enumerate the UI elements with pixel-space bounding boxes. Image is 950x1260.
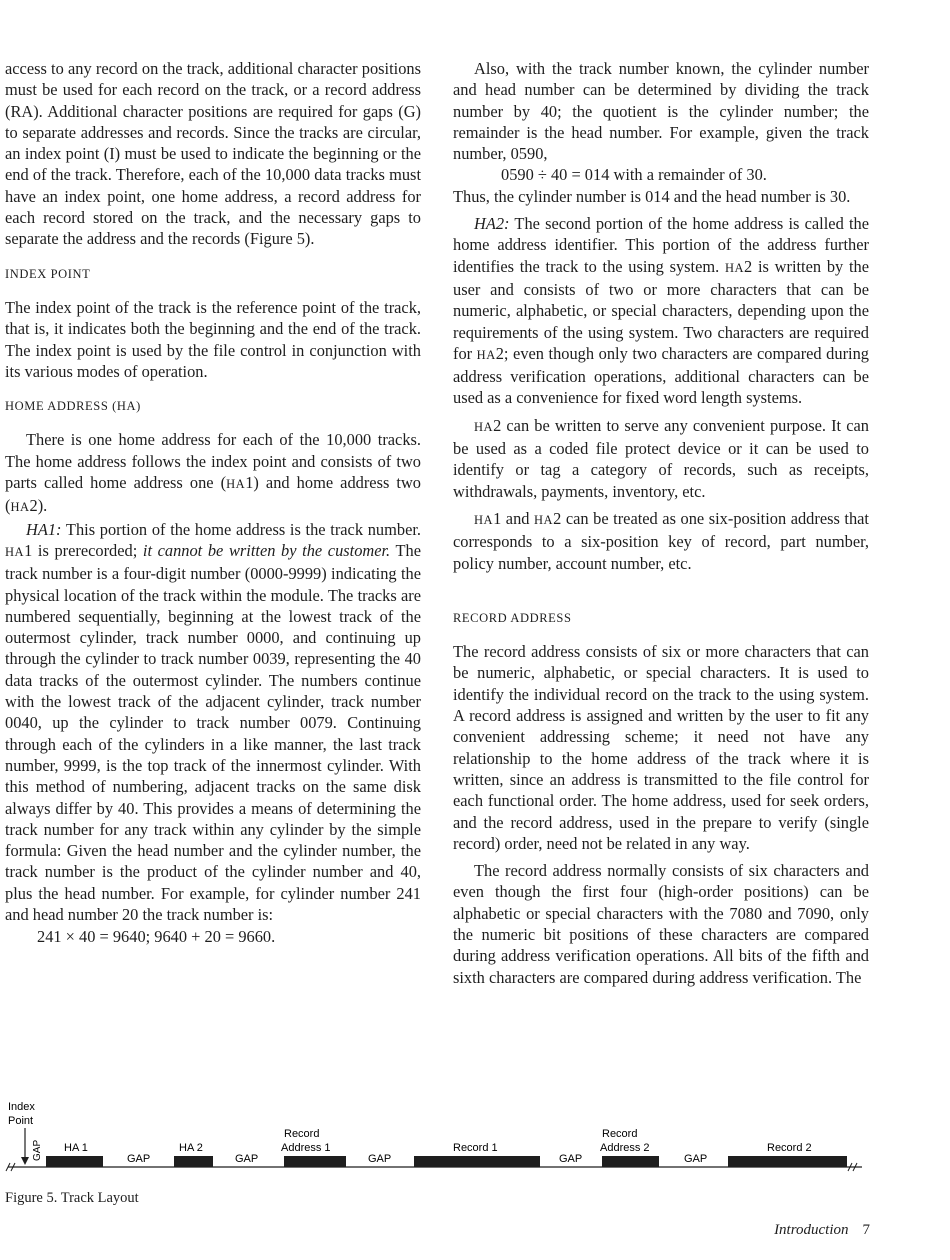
cylinder-formula: 0590 ÷ 40 = 014 with a remainder of 30. xyxy=(501,165,767,185)
index-point-label-2: Point xyxy=(8,1115,34,1127)
record-address-2-label-2: Address 2 xyxy=(600,1142,650,1154)
track-layout-figure xyxy=(0,1095,950,1180)
ha2-purpose-sc: HA xyxy=(474,419,494,434)
also-paragraph: Also, with the track number known, the cylinder number and head number can be determined by dividing the track number by 40; the quotient is the cylinder number; the remainder is the head number. For example, given the track number, 0590, xyxy=(453,59,869,164)
ha2-lead: HA2: xyxy=(474,214,510,234)
page-footer xyxy=(774,1222,870,1239)
gap-label-4: GAP xyxy=(559,1153,583,1165)
home-sc-1: HA xyxy=(226,477,246,492)
left-column xyxy=(5,58,421,949)
record-address-1-block xyxy=(284,1156,346,1167)
ha2-sc-1: HA xyxy=(724,260,745,275)
figure-caption: Figure 5. Track Layout xyxy=(5,1190,139,1206)
record-address-paragraph-1: The record address consists of six or more characters that can be numeric, alphabetic, or special characters. It is used to identify the individual record on the track to the using system. A record address is assigned and written by the user to fit any convenient addressing scheme; it need not have any relationship to the home address of the track where it is written, since an address is transmitted to the file control for each functional order. The home address, used for seek orders, and the record address, used in the prepare to verify (single record) order, need not be related in any way. xyxy=(453,642,869,853)
ha2-sc-2: HA xyxy=(476,347,496,362)
ha1ha2-text-b: 2 can be treated as one six-position address that corresponds to a six-position key of record, part number, policy number, account number, etc. xyxy=(453,508,869,573)
index-point-paragraph: The index point of the track is the reference point of the track, that is, it indicates both the beginning and the end of the track. The index point is used by the file control in conjunction with its various modes of operation. xyxy=(5,297,421,381)
ha1ha2-text-a: 1 and xyxy=(493,508,535,528)
index-point-heading: INDEX POINT xyxy=(5,266,91,281)
footer-section-title: Introduction xyxy=(774,1222,849,1238)
ha1-sc: HA xyxy=(5,544,25,559)
ha2-purpose-paragraph xyxy=(453,415,869,502)
record-2-label: Record 2 xyxy=(767,1142,812,1154)
ha1-lead: HA1: xyxy=(26,519,62,539)
record-address-2-label-1: Record xyxy=(602,1128,638,1140)
home-address-heading-close: ) xyxy=(136,399,141,414)
home-text-1: There is one home address for each of the 10,000 tracks. The home address follows the index point and consists of two parts called home address one ( xyxy=(5,430,421,493)
right-column xyxy=(453,58,869,988)
ha2-paragraph xyxy=(453,213,869,409)
home-address-heading xyxy=(5,396,421,417)
home-address-heading-text: HOME ADDRESS ( xyxy=(5,399,117,414)
ha1-text-c: The track number is a four-digit number (0000-9999) indicating the physical location of the track within the module. The tracks are numbered sequentially, beginning at the lowest track of the outermost cylinder, track number 0000, and continuing up through the cylinder to track number 0039, representing the 40 data tracks of the outermost cylinder. The numbers continue with the lowest track of the adjacent cylinder, track number 0040, up the cylinder to track number 0079. Continuing through each of the cylinders in a like manner, the last track number, 9999, is the top track of the innermost cylinder. With this method of numbering, adjacent tracks on the same disk always differ by 40. This provides a means of determining the track number for any track within any cylinder by the simple formula: Given the head number and the cylinder number, the track number is the product of the cylinder number and 40, plus the head number. For example, for cylinder number 241 and head number 20 the track number is: xyxy=(5,540,421,924)
record-address-2-block xyxy=(602,1156,659,1167)
record-address-paragraph-2: The record address normally consists of six characters and even though the first four (high-order positions) can be alphabetic or special characters with the 7080 and 7090, only the numeric bit positions of these characters are compared during address verification operations. All bits of the fifth and sixth characters are compared during address verification. The xyxy=(453,861,869,987)
ha1ha2-sc-2: HA xyxy=(534,512,554,527)
ha1-block xyxy=(46,1156,103,1167)
ha2-label: HA 2 xyxy=(179,1142,203,1154)
ha2-block xyxy=(174,1156,213,1167)
record-address-1-label-1: Record xyxy=(284,1128,320,1140)
ha1-ha2-paragraph xyxy=(453,508,869,574)
ha2-text-c: 2; even though only two characters are compared during address verification operations, additional characters can be used as a convenience for fixed word length systems. xyxy=(453,343,869,408)
track-formula: 241 × 40 = 9640; 9640 + 20 = 9660. xyxy=(37,927,276,947)
gap-label-5: GAP xyxy=(684,1153,708,1165)
home-text-2: 1) and home address two ( xyxy=(5,473,422,516)
ha1ha2-sc-1: HA xyxy=(474,512,494,527)
vertical-gap-label: GAP xyxy=(32,1139,43,1161)
ha1-text-a: This portion of the home address is the track number. xyxy=(61,519,421,539)
ha2-purpose-text: 2 can be written to serve any convenient purpose. It can be used as a coded file protect device or it can be used to identify or tag a category of records, such as receipts, withdrawals, payments, inventory, etc. xyxy=(453,415,869,501)
ha2-text-b: 2 is written by the user and consists of two or more characters that can be numeric, alphabetic, or special characters, depending upon the requirements of the using system. Two characters are required for xyxy=(453,256,869,363)
ha1-italic: it cannot be written by the customer. xyxy=(142,540,391,560)
home-address-paragraph xyxy=(5,429,421,518)
gap-label-1: GAP xyxy=(127,1153,151,1165)
index-point-arrow-head xyxy=(21,1157,29,1165)
record-address-heading: RECORD ADDRESS xyxy=(453,610,572,625)
footer-page-number: 7 xyxy=(862,1222,870,1238)
ha1-label: HA 1 xyxy=(64,1142,88,1154)
ha1-paragraph xyxy=(5,519,421,926)
intro-paragraph: access to any record on the track, additional character positions must be used for each record on the track, or a record address (RA). Additional character positions are required for gaps (G) to separate addresses and records. Since the tracks are circular, an index point (I) must be used to indicate the beginning or the end of the track. Therefore, each of the 10,000 data tracks must have an index point, one home address, a record address for each record stored on the track, and the necessary gaps to separate the address and the records (Figure 5). xyxy=(5,59,421,249)
record-1-block xyxy=(414,1156,540,1167)
record-address-1-label-2: Address 1 xyxy=(281,1142,331,1154)
ha2-text-a: The second portion of the home address is called the home address identifier. This portion of the address further identifies the track to the using system. xyxy=(453,214,869,276)
home-sc-2: HA xyxy=(10,500,30,515)
home-text-3: 2). xyxy=(29,496,48,516)
thus-paragraph: Thus, the cylinder number is 014 and the head number is 30. xyxy=(453,186,851,206)
home-address-heading-abbr: HA xyxy=(116,399,137,414)
index-point-label-1: Index xyxy=(8,1101,35,1113)
gap-label-3: GAP xyxy=(368,1153,392,1165)
gap-label-2: GAP xyxy=(235,1153,259,1165)
record-2-block xyxy=(728,1156,847,1167)
record-1-label: Record 1 xyxy=(453,1142,498,1154)
ha1-text-b: 1 is prerecorded; xyxy=(24,540,143,560)
